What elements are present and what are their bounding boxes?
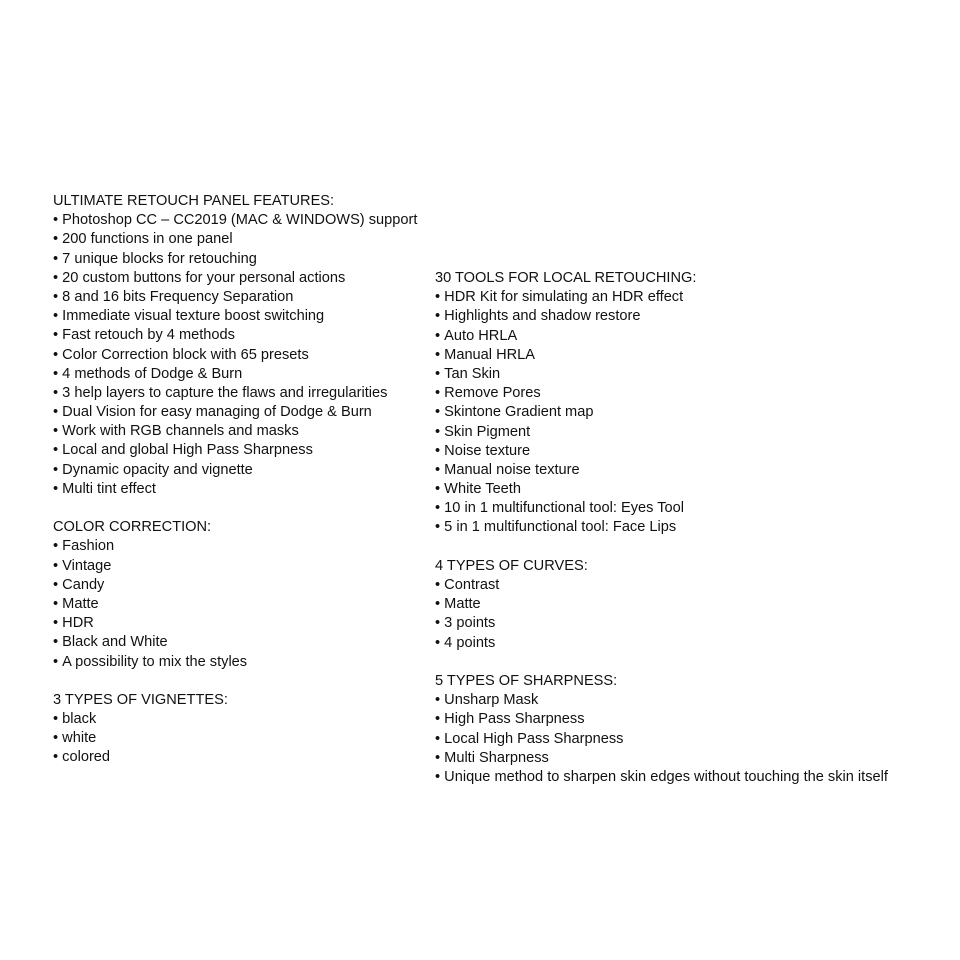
list-item: • HDR Kit for simulating an HDR effect	[435, 288, 888, 307]
section-heading: COLOR CORRECTION:	[53, 519, 212, 536]
list-item: • Tan Skin	[435, 365, 888, 384]
vignettes-list	[53, 710, 417, 768]
list-item: • Dual Vision for easy managing of Dodge & Burn	[53, 403, 417, 422]
list-item: • Contrast	[435, 576, 888, 595]
list-item: • Immediate visual texture boost switching	[53, 307, 417, 326]
list-item: • Dynamic opacity and vignette	[53, 461, 417, 480]
section-heading: ULTIMATE RETOUCH PANEL FEATURES:	[53, 193, 335, 209]
list-item: • 5 in 1 multifunctional tool: Face Lips	[435, 518, 888, 537]
color-correction-section	[53, 518, 417, 672]
list-item: • Remove Pores	[435, 384, 888, 403]
list-item: • 8 and 16 bits Frequency Separation	[53, 288, 417, 307]
list-item: • Matte	[435, 595, 888, 614]
list-item: • A possibility to mix the styles	[53, 653, 417, 672]
list-item: • HDR	[53, 614, 417, 633]
list-item: • Auto HRLA	[435, 327, 888, 346]
color-correction-list	[53, 537, 417, 671]
list-item: • Photoshop CC – CC2019 (MAC & WINDOWS) support	[53, 211, 417, 230]
sharpness-section	[435, 672, 888, 787]
features-list	[53, 211, 417, 499]
list-item: • High Pass Sharpness	[435, 710, 888, 729]
list-item: • Fashion	[53, 537, 417, 556]
features-section	[53, 192, 417, 499]
list-item: • Work with RGB channels and masks	[53, 422, 417, 441]
list-item: • Local High Pass Sharpness	[435, 730, 888, 749]
list-item: • Fast retouch by 4 methods	[53, 326, 417, 345]
list-item: • Candy	[53, 576, 417, 595]
list-item: • Matte	[53, 595, 417, 614]
local-tools-section	[435, 269, 888, 538]
list-item: • Manual noise texture	[435, 461, 888, 480]
list-item: • 3 points	[435, 614, 888, 633]
right-column	[435, 269, 888, 787]
list-item: • White Teeth	[435, 480, 888, 499]
list-item: • Multi tint effect	[53, 480, 417, 499]
section-heading: 4 TYPES OF CURVES:	[435, 557, 588, 574]
list-item: • white	[53, 729, 417, 748]
list-item: • Local and global High Pass Sharpness	[53, 441, 417, 460]
list-item: • 3 help layers to capture the flaws and irregularities	[53, 384, 417, 403]
list-item: • Skin Pigment	[435, 423, 888, 442]
list-item: • 10 in 1 multifunctional tool: Eyes Tool	[435, 499, 888, 518]
local-tools-list	[435, 288, 888, 537]
list-item: • Unsharp Mask	[435, 691, 888, 710]
vignettes-section	[53, 691, 417, 768]
list-item: • Highlights and shadow restore	[435, 307, 888, 326]
curves-section	[435, 557, 888, 653]
curves-list	[435, 576, 888, 653]
sharpness-list	[435, 691, 888, 787]
list-item: • Manual HRLA	[435, 346, 888, 365]
list-item: • Multi Sharpness	[435, 749, 888, 768]
list-item: • Unique method to sharpen skin edges without touching the skin itself	[435, 768, 888, 787]
list-item: • Skintone Gradient map	[435, 403, 888, 422]
list-item: • black	[53, 710, 417, 729]
list-item: • 7 unique blocks for retouching	[53, 250, 417, 269]
list-item: • 4 points	[435, 634, 888, 653]
list-item: • Black and White	[53, 633, 417, 652]
list-item: • 200 functions in one panel	[53, 230, 417, 249]
section-heading: 5 TYPES OF SHARPNESS:	[435, 672, 618, 689]
section-heading: 30 TOOLS FOR LOCAL RETOUCHING:	[435, 270, 697, 286]
list-item: • Vintage	[53, 557, 417, 576]
list-item: • colored	[53, 748, 417, 767]
section-heading: 3 TYPES OF VIGNETTES:	[53, 691, 228, 708]
list-item: • 4 methods of Dodge & Burn	[53, 365, 417, 384]
list-item: • Color Correction block with 65 presets	[53, 346, 417, 365]
left-column	[53, 192, 417, 768]
list-item: • 20 custom buttons for your personal actions	[53, 269, 417, 288]
list-item: • Noise texture	[435, 442, 888, 461]
